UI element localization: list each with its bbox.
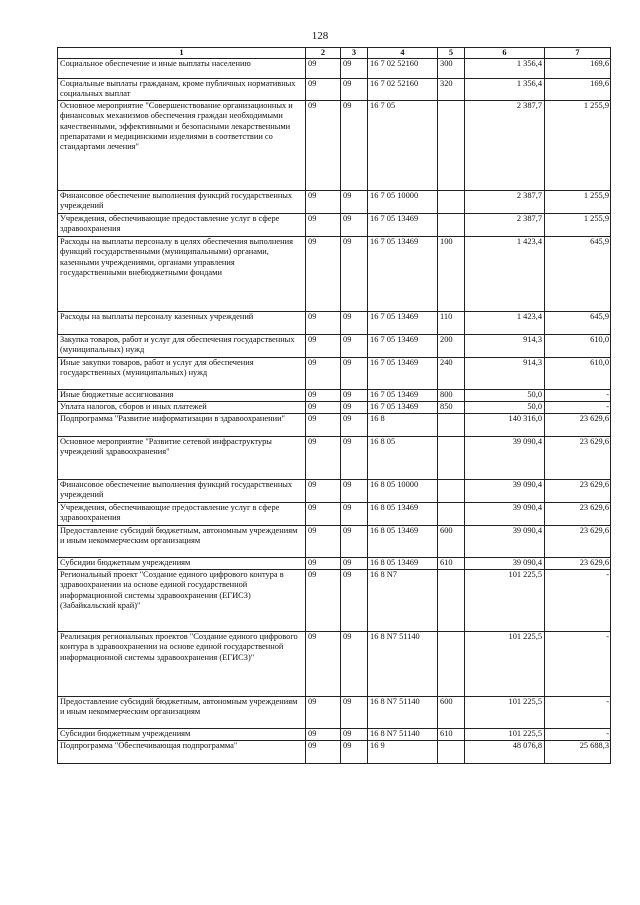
row-name-cell: Уплата налогов, сборов и иных платежей — [58, 401, 306, 413]
row-name-cell: Закупка товаров, работ и услуг для обеспечения государственных (муниципальных) нужд — [58, 334, 306, 357]
subsection-cell: 09 — [341, 728, 368, 740]
target-code-cell: 16 7 02 52160 — [368, 59, 438, 79]
table-row — [58, 59, 611, 79]
target-code-cell: 16 7 05 13469 — [368, 401, 438, 413]
target-code-cell: 16 7 05 13469 — [368, 213, 438, 236]
row-name-cell: Учреждения, обеспечивающие предоставление услуг в сфере здравоохранения — [58, 502, 306, 525]
target-code-cell: 16 8 05 10000 — [368, 479, 438, 502]
table-row — [58, 740, 611, 763]
table-row — [58, 79, 611, 101]
expense-type-cell: 100 — [438, 236, 465, 311]
column-header: 4 — [368, 48, 438, 59]
amount-cell: 39 090,4 — [465, 479, 545, 502]
subsection-cell: 09 — [341, 213, 368, 236]
expense-type-cell: 600 — [438, 696, 465, 728]
expense-type-cell — [438, 631, 465, 696]
table-row — [58, 100, 611, 190]
expense-type-cell — [438, 190, 465, 213]
amount-cell: 1 423,4 — [465, 236, 545, 311]
expense-type-cell: 600 — [438, 525, 465, 557]
table-header-row — [58, 48, 611, 59]
row-name-cell: Региональный проект "Создание единого цифрового контура в здравоохранении на основе единой государственной информационной системы здравоохранения (ЕГИСЗ) (Забайкальский край)" — [58, 569, 306, 631]
section-cell: 09 — [306, 311, 341, 334]
row-name-cell: Социальное обеспечение и иные выплаты населению — [58, 59, 306, 79]
expense-type-cell — [438, 436, 465, 479]
amount-2-cell: 25 688,3 — [545, 740, 611, 763]
column-header: 5 — [438, 48, 465, 59]
row-name-cell: Расходы на выплаты персоналу казенных учреждений — [58, 311, 306, 334]
target-code-cell: 16 8 — [368, 413, 438, 436]
amount-2-cell: 23 629,6 — [545, 479, 611, 502]
section-cell: 09 — [306, 59, 341, 79]
subsection-cell: 09 — [341, 413, 368, 436]
amount-cell: 1 356,4 — [465, 59, 545, 79]
section-cell: 09 — [306, 631, 341, 696]
table-row — [58, 357, 611, 389]
subsection-cell: 09 — [341, 357, 368, 389]
table-row — [58, 236, 611, 311]
amount-cell: 39 090,4 — [465, 525, 545, 557]
table-body — [58, 59, 611, 764]
section-cell: 09 — [306, 401, 341, 413]
subsection-cell: 09 — [341, 311, 368, 334]
table-row — [58, 631, 611, 696]
amount-cell: 48 076,8 — [465, 740, 545, 763]
expense-type-cell: 800 — [438, 389, 465, 401]
amount-2-cell: 610,0 — [545, 334, 611, 357]
column-header: 1 — [58, 48, 306, 59]
amount-2-cell: 23 629,6 — [545, 413, 611, 436]
amount-cell: 2 387,7 — [465, 213, 545, 236]
column-header: 6 — [465, 48, 545, 59]
row-name-cell: Иные бюджетные ассигнования — [58, 389, 306, 401]
row-name-cell: Учреждения, обеспечивающие предоставление услуг в сфере здравоохранения — [58, 213, 306, 236]
subsection-cell: 09 — [341, 236, 368, 311]
table-row — [58, 479, 611, 502]
expense-type-cell — [438, 413, 465, 436]
subsection-cell: 09 — [341, 190, 368, 213]
subsection-cell: 09 — [341, 79, 368, 101]
section-cell: 09 — [306, 190, 341, 213]
table-row — [58, 569, 611, 631]
amount-cell: 101 225,5 — [465, 631, 545, 696]
subsection-cell: 09 — [341, 59, 368, 79]
subsection-cell: 09 — [341, 696, 368, 728]
amount-cell: 50,0 — [465, 401, 545, 413]
amount-cell: 1 423,4 — [465, 311, 545, 334]
section-cell: 09 — [306, 236, 341, 311]
subsection-cell: 09 — [341, 557, 368, 569]
amount-cell: 50,0 — [465, 389, 545, 401]
row-name-cell: Иные закупки товаров, работ и услуг для обеспечения государственных (муниципальных) нужд — [58, 357, 306, 389]
expense-type-cell: 200 — [438, 334, 465, 357]
amount-2-cell: 610,0 — [545, 357, 611, 389]
amount-cell: 101 225,5 — [465, 728, 545, 740]
expense-type-cell: 110 — [438, 311, 465, 334]
amount-2-cell: - — [545, 728, 611, 740]
section-cell: 09 — [306, 557, 341, 569]
amount-2-cell: 23 629,6 — [545, 525, 611, 557]
amount-2-cell: 1 255,9 — [545, 190, 611, 213]
amount-2-cell: 23 629,6 — [545, 557, 611, 569]
section-cell: 09 — [306, 100, 341, 190]
row-name-cell: Реализация региональных проектов "Создание единого цифрового контура в здравоохранении на основе единой государственной информационной системы здравоохранения (ЕГИСЗ)" — [58, 631, 306, 696]
table-row — [58, 557, 611, 569]
column-header: 7 — [545, 48, 611, 59]
section-cell: 09 — [306, 213, 341, 236]
page-number: 128 — [311, 30, 329, 42]
subsection-cell: 09 — [341, 569, 368, 631]
section-cell: 09 — [306, 413, 341, 436]
expense-type-cell — [438, 569, 465, 631]
target-code-cell: 16 8 05 13469 — [368, 525, 438, 557]
table-row — [58, 436, 611, 479]
section-cell: 09 — [306, 334, 341, 357]
amount-2-cell: - — [545, 696, 611, 728]
target-code-cell: 16 8 N7 51140 — [368, 728, 438, 740]
section-cell: 09 — [306, 436, 341, 479]
table-row — [58, 213, 611, 236]
amount-2-cell: 1 255,9 — [545, 100, 611, 190]
subsection-cell: 09 — [341, 479, 368, 502]
expense-type-cell — [438, 100, 465, 190]
amount-2-cell: - — [545, 401, 611, 413]
target-code-cell: 16 7 05 13469 — [368, 389, 438, 401]
amount-cell: 39 090,4 — [465, 436, 545, 479]
table-row — [58, 502, 611, 525]
section-cell: 09 — [306, 357, 341, 389]
table-row — [58, 389, 611, 401]
expense-type-cell: 610 — [438, 728, 465, 740]
amount-cell: 39 090,4 — [465, 557, 545, 569]
target-code-cell: 16 7 05 10000 — [368, 190, 438, 213]
amount-cell: 101 225,5 — [465, 696, 545, 728]
subsection-cell: 09 — [341, 436, 368, 479]
section-cell: 09 — [306, 569, 341, 631]
section-cell: 09 — [306, 728, 341, 740]
section-cell: 09 — [306, 79, 341, 101]
amount-cell: 39 090,4 — [465, 502, 545, 525]
amount-2-cell: 169,6 — [545, 79, 611, 101]
row-name-cell: Расходы на выплаты персоналу в целях обеспечения выполнения функций государственными (муниципальными) органами, казенными учреждениями, органами управления государственными внебюджетными фондами — [58, 236, 306, 311]
row-name-cell: Предоставление субсидий бюджетным, автономным учреждениям и иным некоммерческим организациям — [58, 525, 306, 557]
table-row — [58, 190, 611, 213]
table-row — [58, 728, 611, 740]
table-row — [58, 696, 611, 728]
target-code-cell: 16 7 05 — [368, 100, 438, 190]
section-cell: 09 — [306, 696, 341, 728]
column-header: 3 — [341, 48, 368, 59]
expense-type-cell — [438, 740, 465, 763]
target-code-cell: 16 8 05 — [368, 436, 438, 479]
amount-2-cell: 23 629,6 — [545, 436, 611, 479]
target-code-cell: 16 8 N7 51140 — [368, 696, 438, 728]
row-name-cell: Субсидии бюджетным учреждениям — [58, 557, 306, 569]
subsection-cell: 09 — [341, 401, 368, 413]
amount-2-cell: 169,6 — [545, 59, 611, 79]
subsection-cell: 09 — [341, 389, 368, 401]
target-code-cell: 16 7 05 13469 — [368, 236, 438, 311]
amount-cell: 2 387,7 — [465, 100, 545, 190]
row-name-cell: Основное мероприятие "Совершенствование организационных и финансовых механизмов обеспечения граждан необходимыми качественными, эффективными и безопасными лекарственными препаратами и медицинскими изделиями в соответствии со стандартами лечения" — [58, 100, 306, 190]
table-row — [58, 401, 611, 413]
target-code-cell: 16 9 — [368, 740, 438, 763]
section-cell: 09 — [306, 479, 341, 502]
amount-2-cell: - — [545, 569, 611, 631]
section-cell: 09 — [306, 389, 341, 401]
expense-type-cell — [438, 213, 465, 236]
row-name-cell: Предоставление субсидий бюджетным, автономным учреждениям и иным некоммерческим организациям — [58, 696, 306, 728]
amount-2-cell: - — [545, 631, 611, 696]
row-name-cell: Финансовое обеспечение выполнения функций государственных учреждений — [58, 479, 306, 502]
subsection-cell: 09 — [341, 502, 368, 525]
target-code-cell: 16 7 05 13469 — [368, 334, 438, 357]
subsection-cell: 09 — [341, 334, 368, 357]
section-cell: 09 — [306, 502, 341, 525]
row-name-cell: Социальные выплаты гражданам, кроме публичных нормативных социальных выплат — [58, 79, 306, 101]
row-name-cell: Основное мероприятие "Развитие сетевой инфраструктуры учреждений здравоохранения" — [58, 436, 306, 479]
row-name-cell: Подпрограмма "Обеспечивающая подпрограмма" — [58, 740, 306, 763]
amount-2-cell: 645,9 — [545, 236, 611, 311]
target-code-cell: 16 7 05 13469 — [368, 357, 438, 389]
target-code-cell: 16 8 N7 — [368, 569, 438, 631]
subsection-cell: 09 — [341, 740, 368, 763]
table-row — [58, 413, 611, 436]
subsection-cell: 09 — [341, 631, 368, 696]
amount-2-cell: 23 629,6 — [545, 502, 611, 525]
expense-type-cell — [438, 479, 465, 502]
target-code-cell: 16 7 05 13469 — [368, 311, 438, 334]
amount-cell: 101 225,5 — [465, 569, 545, 631]
amount-cell: 140 316,0 — [465, 413, 545, 436]
section-cell: 09 — [306, 525, 341, 557]
expense-type-cell: 850 — [438, 401, 465, 413]
amount-cell: 914,3 — [465, 334, 545, 357]
target-code-cell: 16 8 05 13469 — [368, 557, 438, 569]
row-name-cell: Финансовое обеспечение выполнения функций государственных учреждений — [58, 190, 306, 213]
subsection-cell: 09 — [341, 100, 368, 190]
target-code-cell: 16 7 02 52160 — [368, 79, 438, 101]
expense-type-cell: 610 — [438, 557, 465, 569]
table-row — [58, 334, 611, 357]
target-code-cell: 16 8 N7 51140 — [368, 631, 438, 696]
table-row — [58, 311, 611, 334]
amount-cell: 2 387,7 — [465, 190, 545, 213]
amount-cell: 914,3 — [465, 357, 545, 389]
subsection-cell: 09 — [341, 525, 368, 557]
row-name-cell: Подпрограмма "Развитие информатизации в здравоохранении" — [58, 413, 306, 436]
amount-2-cell: 1 255,9 — [545, 213, 611, 236]
amount-2-cell: - — [545, 389, 611, 401]
section-cell: 09 — [306, 740, 341, 763]
target-code-cell: 16 8 05 13469 — [368, 502, 438, 525]
expense-type-cell: 240 — [438, 357, 465, 389]
table-row — [58, 525, 611, 557]
row-name-cell: Субсидии бюджетным учреждениям — [58, 728, 306, 740]
expense-type-cell — [438, 502, 465, 525]
expense-type-cell: 320 — [438, 79, 465, 101]
expense-type-cell: 300 — [438, 59, 465, 79]
column-header: 2 — [306, 48, 341, 59]
amount-2-cell: 645,9 — [545, 311, 611, 334]
amount-cell: 1 356,4 — [465, 79, 545, 101]
budget-table — [57, 47, 611, 764]
